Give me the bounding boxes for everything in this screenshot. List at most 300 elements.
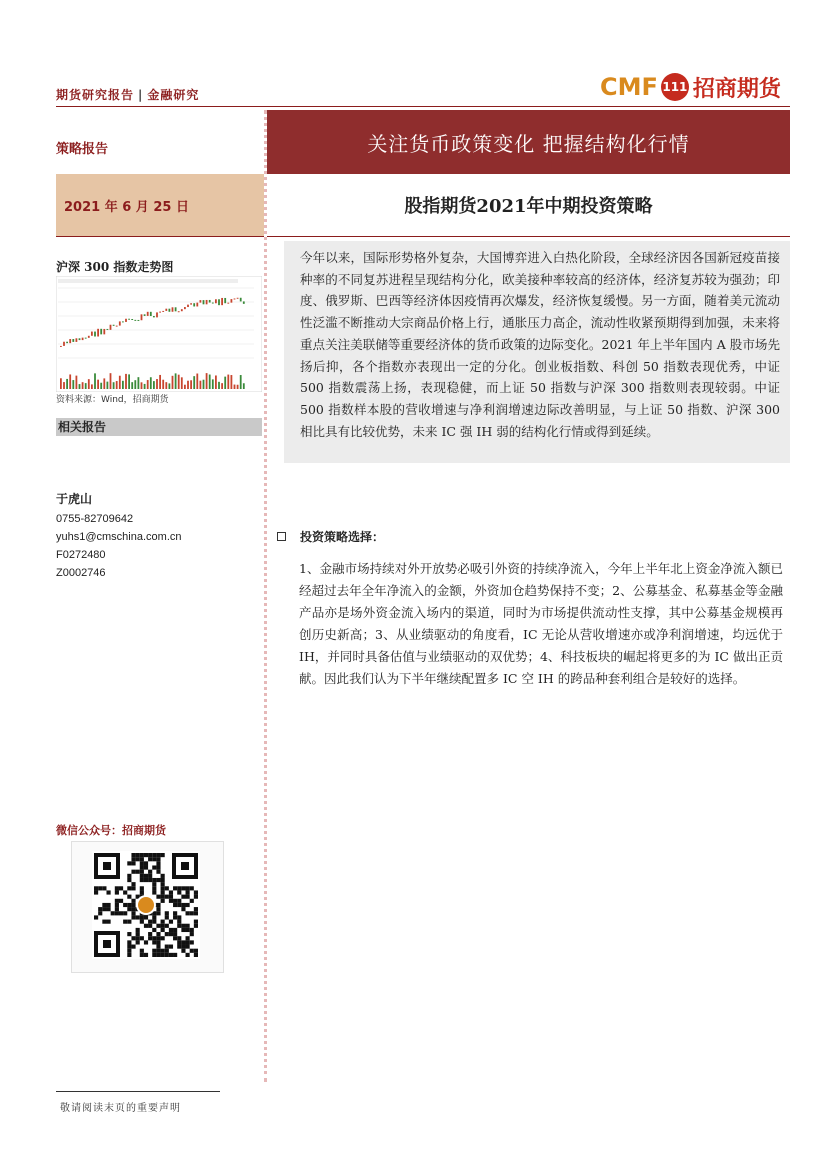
chart-volume-bar (79, 384, 81, 389)
qr-module (148, 853, 152, 857)
qr-module (181, 924, 185, 928)
qr-module (136, 853, 140, 857)
qr-module (177, 945, 181, 949)
qr-module (119, 899, 123, 903)
chart-volume-bar (224, 377, 226, 389)
author-license-z: Z0002746 (56, 567, 106, 579)
chart-candle (82, 338, 84, 340)
chart-candle (144, 314, 146, 316)
qr-module (140, 870, 144, 874)
chart-candle (72, 339, 74, 342)
qr-module (131, 882, 135, 886)
qr-module (186, 886, 190, 890)
qr-module (161, 924, 165, 928)
chart-candle (162, 311, 164, 312)
chart-volume-bar (218, 382, 220, 389)
qr-module (156, 903, 160, 907)
qr-module (140, 936, 144, 940)
qr-module (144, 915, 148, 919)
qr-module (156, 857, 160, 861)
qr-module (186, 903, 190, 907)
chart-candle (196, 303, 198, 307)
chart-candle (187, 305, 189, 307)
chart-candle (203, 300, 205, 304)
chart-volume-bar (175, 373, 177, 389)
qr-module (144, 865, 148, 869)
qr-module (173, 903, 177, 907)
chart-candle (243, 301, 245, 303)
qr-module (131, 911, 135, 915)
chart-volume-bar (122, 381, 124, 389)
qr-module (131, 915, 135, 919)
chart-candle (69, 339, 71, 343)
wechat-label: 微信公众号：招商期货 (56, 824, 166, 837)
qr-module (165, 945, 169, 949)
qr-module (136, 857, 140, 861)
qr-module (156, 870, 160, 874)
qr-module (194, 949, 198, 953)
qr-module (140, 890, 144, 894)
qr-module (156, 940, 160, 944)
chart-volume-bar (125, 374, 127, 389)
category-right: 金融研究 (147, 88, 200, 102)
qr-module (169, 932, 173, 936)
author-name: 于虎山 (56, 492, 93, 506)
chart-candle (169, 309, 171, 312)
qr-module (136, 915, 140, 919)
chart-volume-bar (69, 374, 71, 389)
qr-module (194, 924, 198, 928)
chart-candle (138, 320, 140, 321)
chart-candle (141, 314, 143, 320)
chart-volume-bar (215, 375, 217, 389)
qr-module (156, 949, 160, 953)
qr-module (181, 940, 185, 944)
qr-module (161, 890, 165, 894)
chart-candle (181, 309, 183, 311)
qr-module (165, 886, 169, 890)
qr-module (186, 940, 190, 944)
qr-module (152, 853, 156, 857)
qr-module (140, 853, 144, 857)
chart-volume-bar (184, 385, 186, 389)
qr-module (161, 936, 165, 940)
qr-module (140, 949, 144, 953)
qr-module (131, 936, 135, 940)
qr-module (181, 895, 185, 899)
chart-candle (88, 336, 90, 338)
qr-module (140, 886, 144, 890)
chart-volume-bar (63, 382, 65, 389)
author-license-f: F0272480 (56, 549, 106, 561)
qr-module (119, 886, 123, 890)
qr-module (152, 882, 156, 886)
section-heading (277, 528, 384, 545)
section-body: 1、金融市场持续对外开放势必吸引外资的持续净流入，今年上半年北上资金净流入额已经超过去年全年净流入的金额，外资加仓趋势保持不变；2、公募基金、私募基金等金融产品亦是场外资金流入场内的渠道，同时为市场提供流动性支撑，其中公募基金规模再创历史新高；3、从业绩驱动的角度看，IC 无论从营收增速亦或净利润增速，均远优于 IH，并同时具备估值与业绩驱动的双优势；4、科技板块的崛起将更多的为 IC 做出正贡献。因此我们认为下半年继续配置多 IC 空 IH 的跨品种套利组合是较好的选择。 (299, 561, 783, 686)
chart-candle (224, 298, 226, 303)
qr-module (169, 928, 173, 932)
qr-module (115, 899, 119, 903)
chart-candle (85, 338, 87, 339)
chart-candle (215, 299, 217, 303)
chart-candle (165, 309, 167, 311)
qr-module (131, 899, 135, 903)
qr-module (131, 886, 135, 890)
qr-module (194, 890, 198, 894)
qr-module (152, 936, 156, 940)
qr-module (169, 920, 173, 924)
chart-volume-bar (172, 376, 174, 389)
qr-module (123, 903, 127, 907)
chart-volume-bar (243, 383, 245, 389)
qr-module (140, 878, 144, 882)
qr-module (140, 920, 144, 924)
qr-module (152, 890, 156, 894)
chart-volume-bar (100, 383, 102, 389)
qr-module (161, 928, 165, 932)
chart-volume-bar (181, 377, 183, 389)
qr-module (152, 865, 156, 869)
qr-module (111, 911, 115, 915)
author-email[interactable]: yuhs1@cmschina.com.cn (56, 531, 182, 543)
qr-module (186, 890, 190, 894)
qr-module (156, 878, 160, 882)
square-bullet-icon (277, 532, 286, 541)
qr-module (98, 907, 102, 911)
chart-volume-bar (107, 382, 109, 389)
chart-candle (212, 303, 214, 304)
chart-candle (178, 311, 180, 312)
qr-module (177, 899, 181, 903)
qr-module (144, 874, 148, 878)
qr-module (127, 949, 131, 953)
qr-module (161, 899, 165, 903)
qr-module (144, 853, 148, 857)
qr-module (148, 857, 152, 861)
chart-volume-bar (82, 382, 84, 389)
qr-module (102, 907, 106, 911)
qr-module (136, 870, 140, 874)
qr-module (156, 865, 160, 869)
chart-volume-bar (150, 377, 152, 389)
qr-module (190, 886, 194, 890)
qr-module (194, 920, 198, 924)
qr-module (181, 949, 185, 953)
qr-module (181, 928, 185, 932)
qr-module (161, 949, 165, 953)
chart-volume-bar (234, 385, 236, 389)
chart-volume-bar (119, 376, 121, 389)
qr-module (165, 949, 169, 953)
chart-candle (218, 299, 220, 305)
qr-module (152, 857, 156, 861)
chart-volume-bar (144, 384, 146, 389)
qr-module (127, 920, 131, 924)
qr-module (115, 907, 119, 911)
qr-module (140, 874, 144, 878)
chart-volume-bar (227, 375, 229, 389)
report-subtitle-bar (267, 174, 790, 237)
qr-module (156, 911, 160, 915)
qr-code-icon (92, 851, 200, 959)
qr-module (181, 886, 185, 890)
qr-module (177, 924, 181, 928)
chart-volume-bar (165, 382, 167, 389)
qr-module (123, 911, 127, 915)
qr-module (181, 945, 185, 949)
qr-module (102, 903, 106, 907)
qr-module (190, 899, 194, 903)
chart-candle (63, 342, 65, 346)
qr-module (165, 924, 169, 928)
qr-module (177, 940, 181, 944)
chart-volume-bar (206, 373, 208, 389)
chart-candle (110, 325, 112, 330)
chart-candle (113, 325, 115, 326)
qr-module (148, 936, 152, 940)
left-divider (56, 236, 264, 237)
qr-module (144, 878, 148, 882)
qr-module (152, 920, 156, 924)
qr-module (173, 936, 177, 940)
qr-module (127, 861, 131, 865)
chart-candle (153, 316, 155, 317)
chart-candle (227, 303, 229, 304)
qr-module (94, 890, 98, 894)
chart-volume-bar (72, 380, 74, 389)
chart-candle (79, 338, 81, 340)
report-date: 2021 年 6 月 25 日 (64, 199, 189, 215)
chart-volume-bar (162, 380, 164, 389)
qr-module (156, 895, 160, 899)
chart-candle (221, 298, 223, 305)
qr-module (169, 895, 173, 899)
qr-module (127, 953, 131, 957)
qr-module (106, 907, 110, 911)
qr-module (136, 932, 140, 936)
qr-module (127, 886, 131, 890)
qr-module (127, 874, 131, 878)
qr-module (186, 895, 190, 899)
qr-module (140, 865, 144, 869)
qr-module (94, 886, 98, 890)
chart-volume-bar (141, 382, 143, 389)
qr-module (161, 886, 165, 890)
qr-module (127, 907, 131, 911)
chart-volume-bar (76, 376, 78, 389)
chart-volume-bar (221, 383, 223, 389)
qr-module (186, 911, 190, 915)
qr-module (131, 861, 135, 865)
logo-chinese-text: 招商期货 (692, 76, 781, 102)
qr-module (181, 903, 185, 907)
author-phone: 0755-82709642 (56, 513, 134, 525)
qr-module (148, 870, 152, 874)
chart-candle (200, 300, 202, 303)
qr-module (177, 903, 181, 907)
qr-module (131, 907, 135, 911)
chart-volume-bar (159, 375, 161, 389)
qr-module (136, 940, 140, 944)
qr-module (169, 953, 173, 957)
report-subtitle: 股指期货2021年中期投资策略 (404, 196, 653, 217)
chart-candle (100, 329, 102, 335)
qr-module (156, 924, 160, 928)
qr-module (106, 890, 110, 894)
qr-module (127, 878, 131, 882)
chart-volume-bar (88, 379, 90, 389)
qr-module (123, 890, 127, 894)
qr-module (152, 878, 156, 882)
qr-module (127, 932, 131, 936)
qr-module (165, 932, 169, 936)
chart-candle (91, 332, 93, 336)
qr-module (190, 940, 194, 944)
qr-module (156, 932, 160, 936)
qr-module (156, 953, 160, 957)
qr-module (173, 911, 177, 915)
qr-module (186, 936, 190, 940)
chart-candle (150, 312, 152, 316)
title-bar (267, 110, 790, 174)
chart-volume-bar (209, 375, 211, 389)
qr-module (123, 920, 127, 924)
qr-module (144, 861, 148, 865)
chart-volume-bar (66, 379, 68, 389)
qr-module (115, 890, 119, 894)
qr-module (186, 928, 190, 932)
qr-module (119, 911, 123, 915)
qr-module (131, 857, 135, 861)
chart-candle (119, 321, 121, 325)
chart-candle (175, 307, 177, 311)
chart-candle (76, 338, 78, 342)
logo-badge-icon: 111 (661, 73, 689, 101)
qr-module (136, 928, 140, 932)
chart-candle (206, 300, 208, 304)
chart-volume-bar (134, 380, 136, 389)
chart-volume-bar (147, 380, 149, 389)
qr-module (144, 940, 148, 944)
qr-module (161, 895, 165, 899)
qr-module (186, 945, 190, 949)
chart-candle (172, 307, 174, 311)
chart-volume-bar (113, 382, 115, 389)
chart-candle (231, 299, 233, 303)
qr-module (131, 903, 135, 907)
chart-volume-bar (60, 378, 62, 389)
qr-module (152, 886, 156, 890)
qr-module (173, 915, 177, 919)
qr-module (177, 890, 181, 894)
qr-module (173, 932, 177, 936)
chart-volume-bar (187, 381, 189, 389)
qr-module (148, 874, 152, 878)
chart-candle (209, 300, 211, 303)
qr-module (165, 915, 169, 919)
chart-candle (147, 312, 149, 316)
qr-module (173, 953, 177, 957)
qr-module (131, 945, 135, 949)
qr-module (169, 945, 173, 949)
report-type: 策略报告 (56, 142, 109, 157)
chart-candle (237, 298, 239, 299)
qr-module (165, 953, 169, 957)
chart-volume-bar (103, 378, 105, 389)
chart-candle (128, 319, 130, 320)
qr-module (173, 928, 177, 932)
qr-module (161, 953, 165, 957)
qr-module (140, 861, 144, 865)
qr-module (177, 936, 181, 940)
chart-volume-bar (85, 383, 87, 389)
qr-module (152, 940, 156, 944)
header-category (56, 86, 199, 103)
chart-candle (131, 319, 133, 320)
qr-module (115, 903, 119, 907)
qr-module (115, 886, 119, 890)
qr-module (148, 932, 152, 936)
qr-module (98, 886, 102, 890)
qr-module (152, 953, 156, 957)
column-divider (264, 110, 267, 1082)
chart-volume-bar (153, 381, 155, 389)
qr-module (161, 853, 165, 857)
chart-candle (60, 346, 62, 347)
chart-volume-bar (203, 380, 205, 389)
qr-module (161, 878, 165, 882)
summary-box: 今年以来，国际形势格外复杂，大国博弈进入白热化阶段，全球经济因各国新冠疫苗接种率的不同复苏进程呈现结构分化，欧美接种率较高的经济体，经济复苏较为强劲；印度、俄罗斯、巴西等经济体因疫情再次爆发，经济恢复缓慢。另一方面，随着美元流动性泛滥不断推动大宗商品价格上行，通胀压力高企，流动性收紧预期得到加强，未来将重点关注美联储等重要经济体的货币政策的边际变化。2021 年上半年国内 A 股市场先扬后抑，各个指数亦表现出一定的分化。创业板指数、科创 50 指数表现优秀，中证 500 指数震荡上扬，表现稳健，而上证 50 指数与沪深 300 指数则表现较弱。中证 500 指数样本股的营收增速与净利润增速边际改善明显，与上证 50 指数、沪深 300 相比具有比较优势，未来 IC 强 IH 弱的结构化行情或得到延续。 (284, 241, 790, 463)
qr-module (131, 870, 135, 874)
qr-module (94, 915, 98, 919)
chart-volume-bar (169, 383, 171, 389)
qr-module (131, 853, 135, 857)
qr-module (106, 903, 110, 907)
logo-cmf-text: CMF (600, 73, 658, 101)
qr-module (194, 953, 198, 957)
chart-volume-bar (97, 380, 99, 389)
qr-module (156, 936, 160, 940)
qr-module (186, 924, 190, 928)
qr-module (140, 915, 144, 919)
chart-candle (159, 312, 161, 313)
chart-candle (193, 303, 195, 306)
qr-module (156, 861, 160, 865)
category-divider: | (138, 88, 144, 102)
qr-module (165, 895, 169, 899)
qr-module (140, 953, 144, 957)
qr-module (98, 911, 102, 915)
qr-module (190, 932, 194, 936)
chart-volume-bar (128, 374, 130, 389)
qr-module (161, 874, 165, 878)
footer-disclaimer: 敬请阅读末页的重要声明 (60, 1103, 181, 1114)
chart-volume-bar (116, 381, 118, 389)
chart-candle (97, 329, 99, 337)
qr-module (148, 924, 152, 928)
qr-module (156, 853, 160, 857)
qr-module (102, 920, 106, 924)
qr-module (148, 878, 152, 882)
qr-module (127, 895, 131, 899)
qr-module (140, 857, 144, 861)
qr-module (161, 882, 165, 886)
qr-module (194, 911, 198, 915)
chart-candle (125, 319, 127, 322)
qr-module (169, 899, 173, 903)
qr-module (144, 953, 148, 957)
chart-candle (234, 298, 236, 299)
